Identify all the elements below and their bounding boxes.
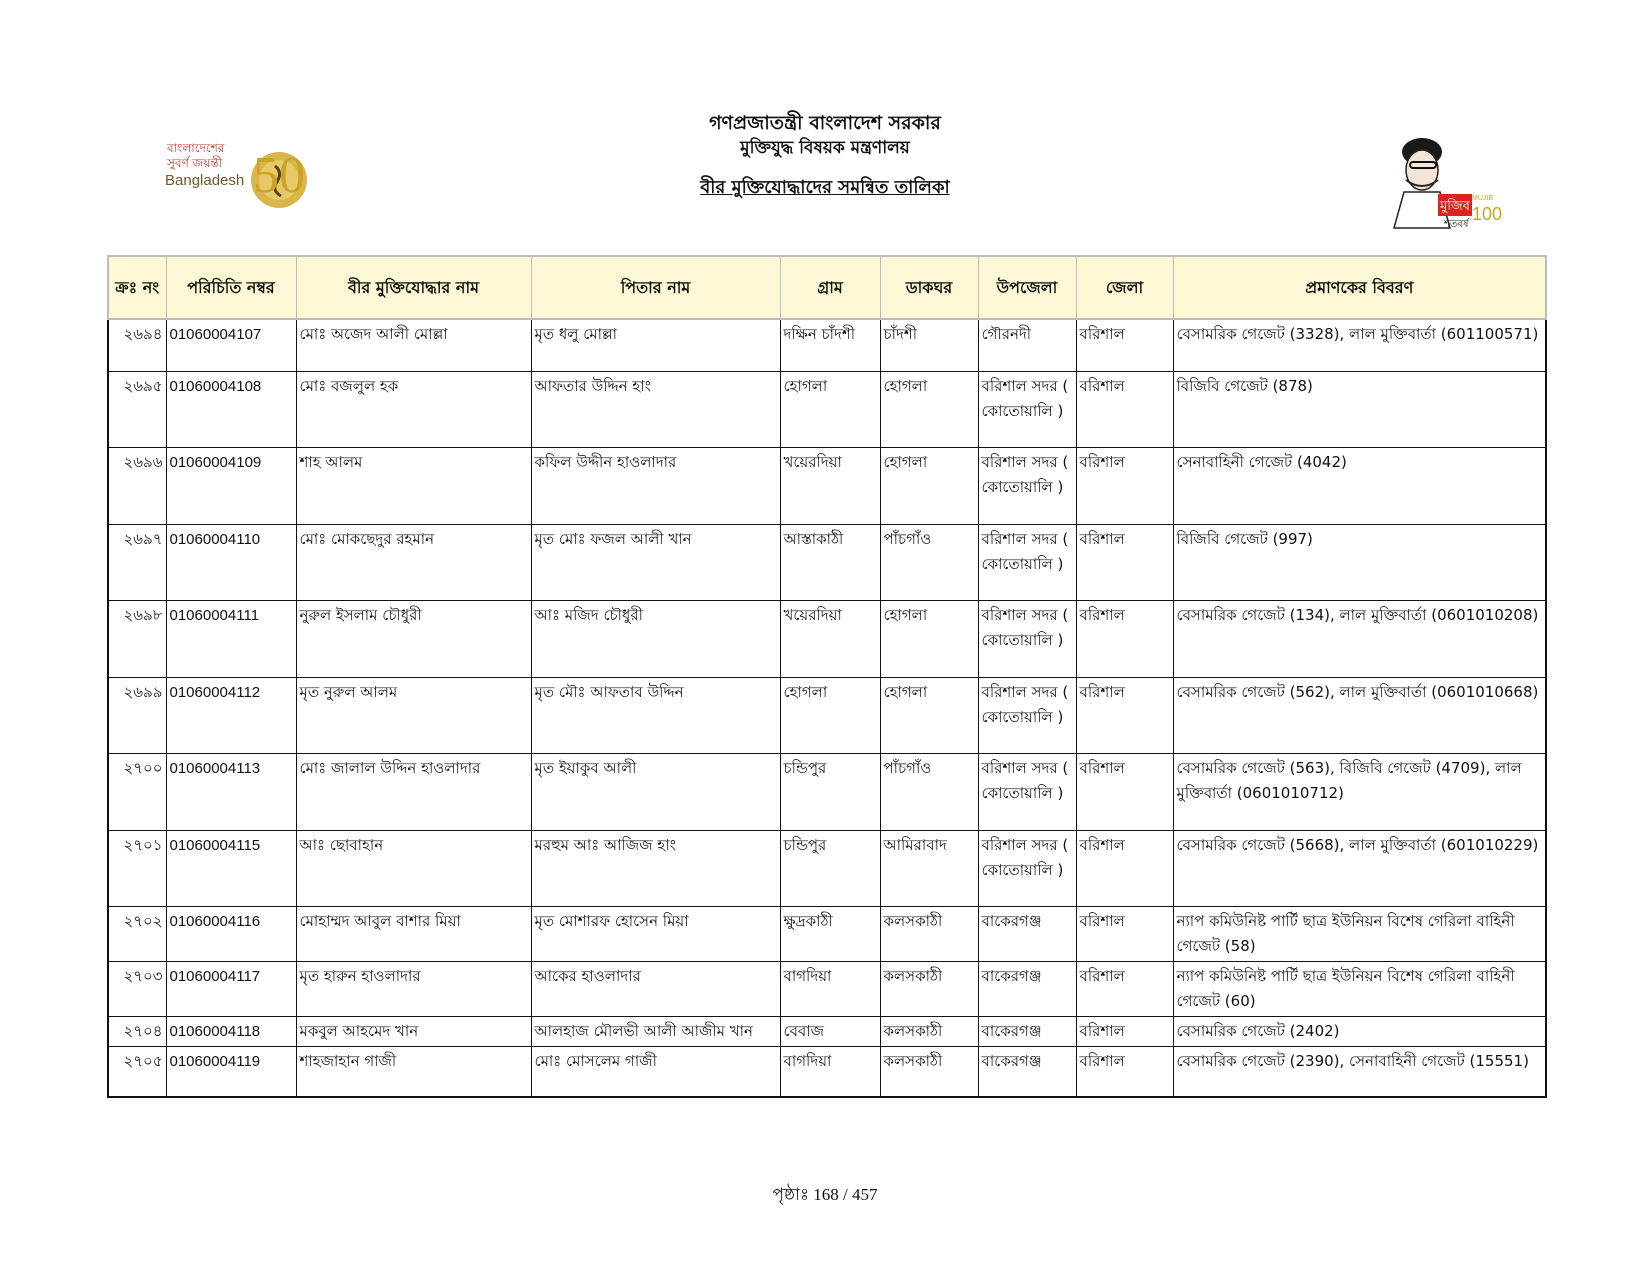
cell-father: আকের হাওলাদার [531,961,780,1016]
table-row [108,447,1546,524]
table-row [108,1046,1546,1097]
cell-serial: ২৬৯৫ [108,371,166,447]
cell-post-office: কলসকাঠী [880,961,978,1016]
cell-name: মোঃ বজলুল হক [296,371,531,447]
cell-district: বরিশাল [1076,753,1173,830]
logo-text-2: শতবর্ষ [1444,219,1469,230]
cell-post-office: আমিরাবাদ [880,830,978,906]
cell-serial: ২৬৯৭ [108,524,166,600]
cell-proof: সেনাবাহিনী গেজেট (4042) [1173,447,1546,524]
cell-village: চন্ডিপুর [780,830,880,906]
cell-district: বরিশাল [1076,677,1173,753]
col-header-upazila: উপজেলা [978,256,1076,319]
cell-name: মৃত নুরুল আলম [296,677,531,753]
table-body [108,319,1546,1097]
cell-district: বরিশাল [1076,371,1173,447]
cell-id: 01060004116 [166,906,296,961]
cell-upazila: বরিশাল সদর ( কোতোয়ালি ) [978,371,1076,447]
cell-father: মৃত ধলু মোল্লা [531,319,780,371]
cell-proof: বিজিবি গেজেট (878) [1173,371,1546,447]
col-header-post-office: ডাকঘর [880,256,978,319]
logo-number: 50 [253,147,305,204]
cell-upazila: বরিশাল সদর ( কোতোয়ালি ) [978,753,1076,830]
cell-name: মোঃ জালাল উদ্দিন হাওলাদার [296,753,531,830]
logo-text-4: 100 [1472,204,1503,224]
cell-district: বরিশাল [1076,906,1173,961]
table-row [108,906,1546,961]
logo-text-3: Bangladesh [165,172,245,189]
cell-id: 01060004117 [166,961,296,1016]
cell-post-office: হোগলা [880,600,978,677]
cell-name: মোঃ অজেদ আলী মোল্লা [296,319,531,371]
cell-serial: ২৭০৪ [108,1016,166,1046]
cell-serial: ২৭০০ [108,753,166,830]
cell-upazila: বরিশাল সদর ( কোতোয়ালি ) [978,677,1076,753]
cell-name: মোহাম্মদ আবুল বাশার মিয়া [296,906,531,961]
cell-father: মোঃ মোসলেম গাজী [531,1046,780,1097]
table-row [108,753,1546,830]
cell-id: 01060004115 [166,830,296,906]
cell-upazila: বরিশাল সদর ( কোতোয়ালি ) [978,524,1076,600]
cell-serial: ২৬৯৪ [108,319,166,371]
cell-proof: বিজিবি গেজেট (997) [1173,524,1546,600]
table-header-row [108,256,1546,319]
cell-name: মকবুল আহমেদ খান [296,1016,531,1046]
cell-serial: ২৭০১ [108,830,166,906]
cell-district: বরিশাল [1076,600,1173,677]
cell-upazila: বাকেরগঞ্জ [978,1046,1076,1097]
cell-upazila: বাকেরগঞ্জ [978,906,1076,961]
cell-proof: বেসামরিক গেজেট (563), বিজিবি গেজেট (4709), লাল মুক্তিবার্তা (0601010712) [1173,753,1546,830]
table-row [108,830,1546,906]
cell-id: 01060004109 [166,447,296,524]
cell-id: 01060004112 [166,677,296,753]
cell-name: মৃত হারুন হাওলাদার [296,961,531,1016]
table-row [108,319,1546,371]
government-title: গণপ্রজাতন্ত্রী বাংলাদেশ সরকার [709,112,941,134]
cell-post-office: হোগলা [880,371,978,447]
cell-village: হোগলা [780,677,880,753]
cell-district: বরিশাল [1076,830,1173,906]
col-header-father: পিতার নাম [531,256,780,319]
cell-village: বাগদিয়া [780,1046,880,1097]
cell-proof: ন্যাপ কমিউনিষ্ট পার্টি ছাত্র ইউনিয়ন বিশেষ গেরিলা বাহিনী গেজেট (58) [1173,906,1546,961]
cell-post-office: কলসকাঠী [880,906,978,961]
cell-proof: বেসামরিক গেজেট (134), লাল মুক্তিবার্তা (0601010208) [1173,600,1546,677]
cell-post-office: পাঁচগাঁও [880,753,978,830]
cell-id: 01060004118 [166,1016,296,1046]
cell-id: 01060004113 [166,753,296,830]
logo-text-3: MUJIB [1472,195,1493,202]
cell-upazila: বরিশাল সদর ( কোতোয়ালি ) [978,830,1076,906]
cell-upazila: বাকেরগঞ্জ [978,961,1076,1016]
cell-village: হোগলা [780,371,880,447]
cell-upazila: গৌরনদী [978,319,1076,371]
cell-post-office: হোগলা [880,677,978,753]
cell-id: 01060004110 [166,524,296,600]
cell-village: বাগদিয়া [780,961,880,1016]
table-row [108,1016,1546,1046]
cell-name: আঃ ছোবাহান [296,830,531,906]
cell-serial: ২৬৯৮ [108,600,166,677]
cell-proof: বেসামরিক গেজেট (5668), লাল মুক্তিবার্তা (601010229) [1173,830,1546,906]
cell-father: মৃত ইয়াকুব আলী [531,753,780,830]
bangladesh-50-logo [165,130,315,215]
cell-village: দক্ষিন চাঁদশী [780,319,880,371]
cell-district: বরিশাল [1076,1016,1173,1046]
cell-upazila: বাকেরগঞ্জ [978,1016,1076,1046]
table-row [108,600,1546,677]
cell-village: খয়েরদিয়া [780,600,880,677]
cell-father: মৃত মোশারফ হোসেন মিয়া [531,906,780,961]
ministry-title: মুক্তিযুদ্ধ বিষয়ক মন্ত্রণালয় [740,138,910,158]
freedom-fighters-table [107,255,1547,1098]
cell-father: মৃত মৌঃ আফতাব উদ্দিন [531,677,780,753]
cell-serial: ২৬৯৯ [108,677,166,753]
cell-id: 01060004108 [166,371,296,447]
cell-proof: ন্যাপ কমিউনিষ্ট পার্টি ছাত্র ইউনিয়ন বিশেষ গেরিলা বাহিনী গেজেট (60) [1173,961,1546,1016]
cell-father: মরহুম আঃ আজিজ হাং [531,830,780,906]
cell-proof: বেসামরিক গেজেট (562), লাল মুক্তিবার্তা (0601010668) [1173,677,1546,753]
page-number: পৃষ্ঠাঃ 168 / 457 [772,1185,878,1204]
mujib-100-logo [1380,132,1503,230]
cell-serial: ২৬৯৬ [108,447,166,524]
table-row [108,961,1546,1016]
cell-serial: ২৭০৩ [108,961,166,1016]
cell-district: বরিশাল [1076,319,1173,371]
col-header-name: বীর মুক্তিযোদ্ধার নাম [296,256,531,319]
cell-father: মৃত মোঃ ফজল আলী খান [531,524,780,600]
cell-name: মোঃ মোকছেদুর রহমান [296,524,531,600]
cell-post-office: কলসকাঠী [880,1046,978,1097]
cell-post-office: হোগলা [880,447,978,524]
cell-village: আস্তাকাঠী [780,524,880,600]
cell-father: আলহাজ মৌলভী আলী আজীম খান [531,1016,780,1046]
cell-father: আঃ মজিদ চৌধুরী [531,600,780,677]
cell-village: চন্ডিপুর [780,753,880,830]
cell-village: খয়েরদিয়া [780,447,880,524]
list-title: বীর মুক্তিযোদ্ধাদের সমন্বিত তালিকা [700,177,950,198]
cell-father: আফতার উদ্দিন হাং [531,371,780,447]
cell-serial: ২৭০২ [108,906,166,961]
cell-name: শাহজাহান গাজী [296,1046,531,1097]
cell-name: শাহ আলম [296,447,531,524]
col-header-district: জেলা [1076,256,1173,319]
cell-district: বরিশাল [1076,447,1173,524]
cell-id: 01060004111 [166,600,296,677]
logo-text-2: সুবর্ণ জয়ন্তী [167,156,223,170]
cell-proof: বেসামরিক গেজেট (2402) [1173,1016,1546,1046]
table-row [108,677,1546,753]
cell-post-office: কলসকাঠী [880,1016,978,1046]
cell-post-office: পাঁচগাঁও [880,524,978,600]
cell-proof: বেসামরিক গেজেট (3328), লাল মুক্তিবার্তা (601100571) [1173,319,1546,371]
table-row [108,371,1546,447]
cell-village: ক্ষুদ্রকাঠী [780,906,880,961]
cell-name: নুরুল ইসলাম চৌধুরী [296,600,531,677]
cell-district: বরিশাল [1076,1046,1173,1097]
table-row [108,524,1546,600]
cell-id: 01060004119 [166,1046,296,1097]
cell-district: বরিশাল [1076,961,1173,1016]
logo-text-1: মুজিব [1440,199,1470,214]
cell-upazila: বরিশাল সদর ( কোতোয়ালি ) [978,447,1076,524]
cell-proof: বেসামরিক গেজেট (2390), সেনাবাহিনী গেজেট (15551) [1173,1046,1546,1097]
cell-district: বরিশাল [1076,524,1173,600]
col-header-village: গ্রাম [780,256,880,319]
col-header-serial: ক্রঃ নং [108,256,166,319]
cell-upazila: বরিশাল সদর ( কোতোয়ালি ) [978,600,1076,677]
col-header-id: পরিচিতি নম্বর [166,256,296,319]
col-header-proof: প্রমাণকের বিবরণ [1173,256,1546,319]
cell-serial: ২৭০৫ [108,1046,166,1097]
cell-village: বেবাজ [780,1016,880,1046]
cell-id: 01060004107 [166,319,296,371]
logo-text-1: বাংলাদেশের [167,141,225,155]
cell-father: কফিল উদ্দীন হাওলাদার [531,447,780,524]
cell-post-office: চাঁদশী [880,319,978,371]
